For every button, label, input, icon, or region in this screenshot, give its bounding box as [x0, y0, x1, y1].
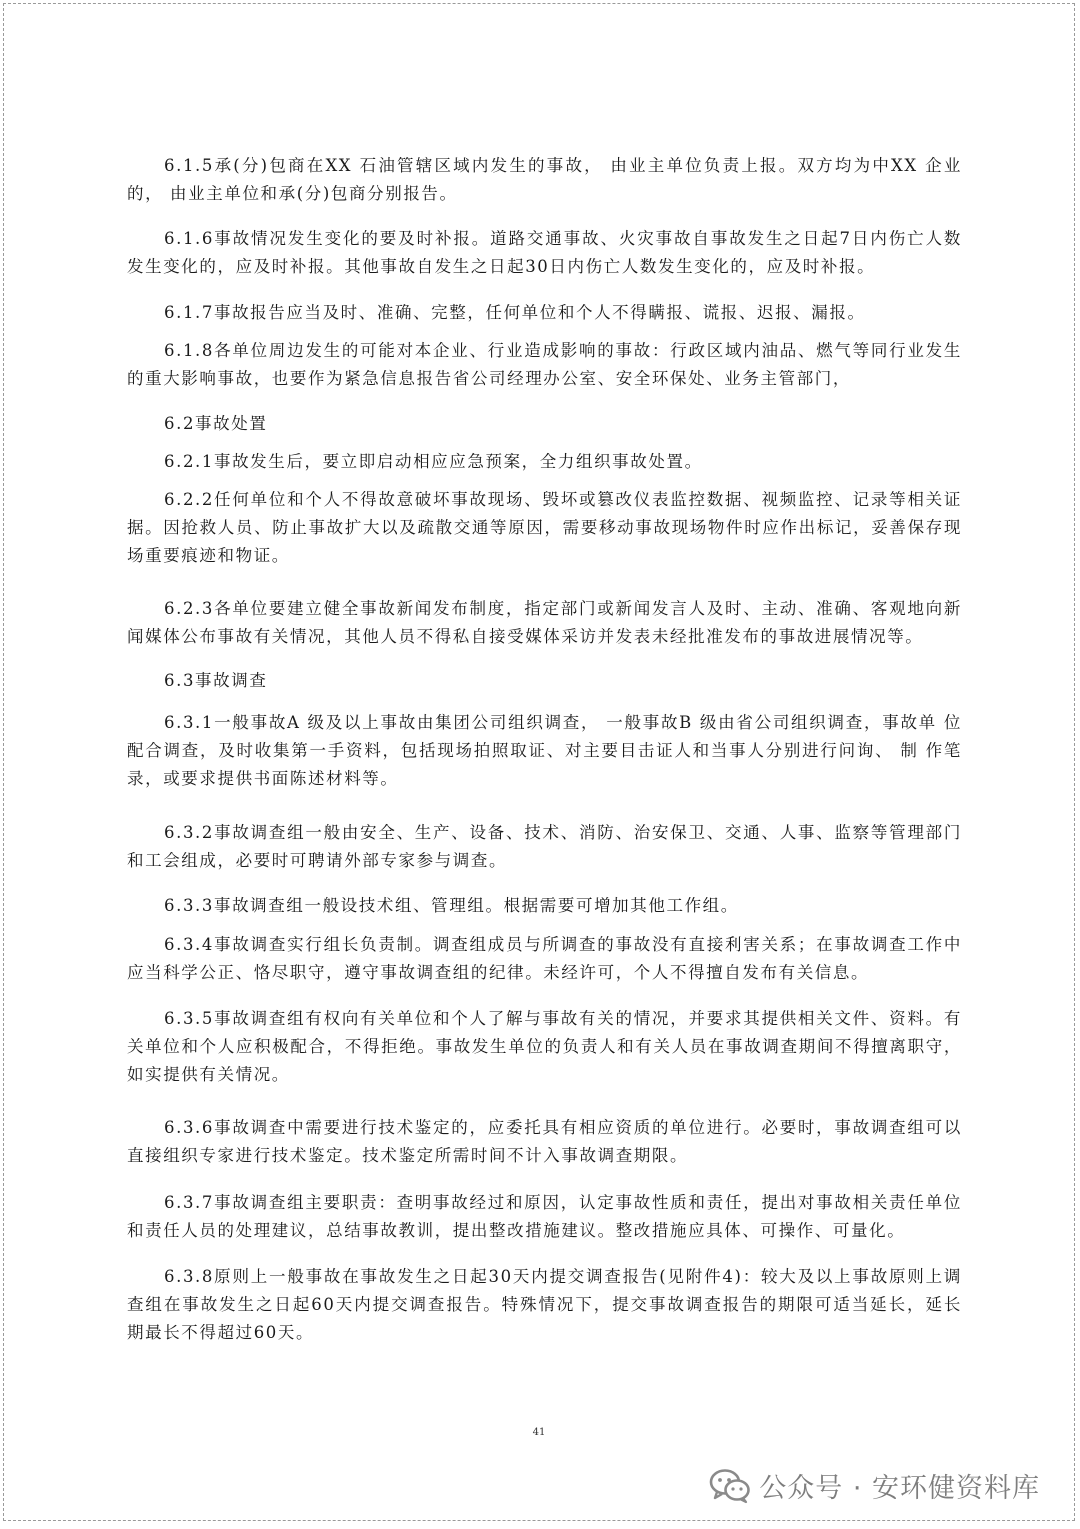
wechat-icon — [709, 1468, 751, 1504]
page-number: 41 — [532, 1427, 546, 1438]
watermark-text: 公众号 · 安环健资料库 — [759, 1473, 1040, 1504]
paragraph-6-3-1: 6.3.1一般事故A 级及以上事故由集团公司组织调查， 一般事故B 级由省公司组织调查，事故单 位配合调查，及时收集第一手资料，包括现场拍照取证、对主要目击证人和当事人分别进行问询、 制 作笔录，或要求提供书面陈述材料等。 — [127, 713, 962, 788]
paragraph-6-1-8: 6.1.8各单位周边发生的可能对本企业、行业造成影响的事故：行政区域内油品、燃气等同行业发生的重大影响事故，也要作为紧急信息报告省公司经理办公室、安全环保处、业务主管部门， — [127, 341, 962, 388]
paragraph-6-2-1: 6.2.1事故发生后，要立即启动相应应急预案，全力组织事故处置。 — [164, 452, 703, 471]
paragraph-6-3-6: 6.3.6事故调查中需要进行技术鉴定的，应委托具有相应资质的单位进行。必要时，事故调查组可以直接组织专家进行技术鉴定。技术鉴定所需时间不计入事故调查期限。 — [127, 1118, 962, 1165]
document-body — [127, 152, 962, 1347]
paragraph-6-3-7: 6.3.7事故调查组主要职责：查明事故经过和原因，认定事故性质和责任，提出对事故相关责任单位和责任人员的处理建议，总结事故教训，提出整改措施建议。整改措施应具体、可操作、可量化。 — [127, 1193, 962, 1240]
watermark — [709, 1466, 1040, 1505]
section-heading-6-3: 6.3事故调查 — [164, 671, 268, 690]
paragraph-6-3-8: 6.3.8原则上一般事故在事故发生之日起30天内提交调查报告(见附件4)：较大及以上事故原则上调查组在事故发生之日起60天内提交调查报告。特殊情况下，提交事故调查报告的期限可适当延长，延长期最长不得超过60天。 — [127, 1267, 962, 1342]
section-heading-6-2: 6.2事故处置 — [164, 414, 268, 433]
paragraph-6-1-7: 6.1.7事故报告应当及时、准确、完整，任何单位和个人不得瞒报、谎报、迟报、漏报。 — [164, 303, 866, 322]
paragraph-6-3-5: 6.3.5事故调查组有权向有关单位和个人了解与事故有关的情况，并要求其提供相关文件、资料。有关单位和个人应积极配合，不得拒绝。事故发生单位的负责人和有关人员在事故调查期间不得擅离职守，如实提供有关情况。 — [127, 1009, 962, 1084]
paragraph-6-3-2: 6.3.2事故调查组一般由安全、生产、设备、技术、消防、治安保卫、交通、人事、监察等管理部门和工会组成，必要时可聘请外部专家参与调查。 — [127, 823, 962, 870]
paragraph-6-3-4: 6.3.4事故调查实行组长负责制。调查组成员与所调查的事故没有直接利害关系；在事故调查工作中应当科学公正、恪尽职守，遵守事故调查组的纪律。未经许可，个人不得擅自发布有关信息。 — [127, 935, 962, 982]
paragraph-6-2-3: 6.2.3各单位要建立健全事故新闻发布制度，指定部门或新闻发言人及时、主动、准确、客观地向新闻媒体公布事故有关情况，其他人员不得私自接受媒体采访并发表未经批准发布的事故进展情况等。 — [127, 599, 962, 646]
document-page — [3, 3, 1075, 1521]
paragraph-6-1-6: 6.1.6事故情况发生变化的要及时补报。道路交通事故、火灾事故自事故发生之日起7日内伤亡人数发生变化的，应及时补报。其他事故自发生之日起30日内伤亡人数发生变化的，应及时补报。 — [127, 229, 962, 276]
paragraph-6-1-5: 6.1.5承(分)包商在XX 石油管辖区域内发生的事故， 由业主单位负责上报。双方均为中XX 企业的， 由业主单位和承(分)包商分别报告。 — [127, 156, 962, 203]
paragraph-6-3-3: 6.3.3事故调查组一般设技术组、管理组。根据需要可增加其他工作组。 — [164, 896, 739, 915]
paragraph-6-2-2: 6.2.2任何单位和个人不得故意破坏事故现场、毁坏或篡改仪表监控数据、视频监控、记录等相关证据。因抢救人员、防止事故扩大以及疏散交通等原因，需要移动事故现场物件时应作出标记，妥善保存现场重要痕迹和物证。 — [127, 490, 962, 565]
